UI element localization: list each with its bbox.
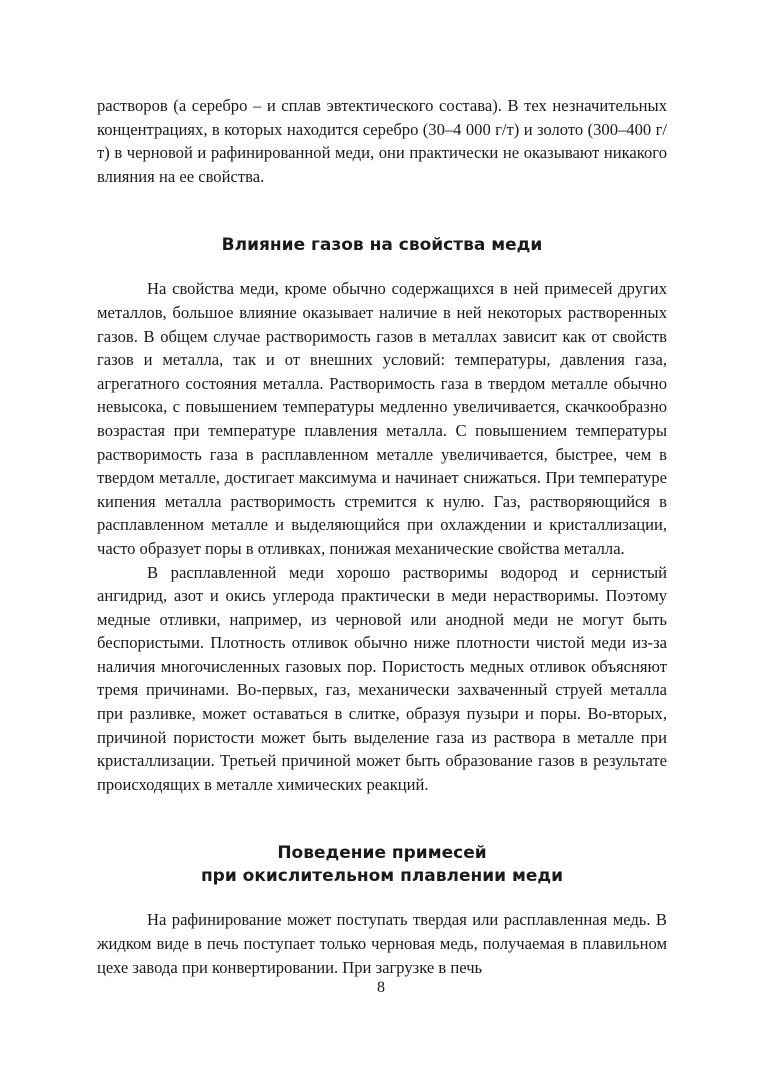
paragraph-gases-2: В расплавленной меди хорошо растворимы водород и сернистый ангидрид, азот и окись углерода практически в меди нерастворимы. Поэтому медные отливки, например, из черновой или анодной меди не могут быть беспористыми. Плотность отливок обычно ниже плотности чистой меди из-за наличия многочисленных газовых пор. Пористость медных отливок объясняют тремя причинами. Во-первых, газ, механически захваченный струей металла при разливке, может оставаться в слитке, образуя пузыри и поры. Во-вторых, причиной пористости может быть выделение газа из раствора в металле при кристаллизации. Третьей причиной может быть образование газов в результате происходящих в металле химических реакций. [97, 562, 667, 794]
paragraph-gases-1: На свойства меди, кроме обычно содержащихся в ней примесей других металлов, большое влияние оказывает наличие в ней некоторых растворенных газов. В общем случае растворимость газов в металлах зависит как от свойств газов и металла, так и от внешних условий: температуры, давления газа, агрегатного состояния металла. Растворимость газа в твердом металле обычно невысока, с повышением температуры медленно увеличивается, скачкообразно возрастая при температуре плавления металла. С повышением температуры растворимость газа в расплавленном металле увеличивается, быстрее, чем в твердом металле, достигает максимума и начинает снижаться. При температуре кипения металла растворимость стремится к нулю. Газ, растворяющийся в расплавленном металле и выделяющийся при охлаждении и кристаллизации, часто образует поры в отливках, понижая механические свойства металла. [97, 279, 667, 558]
page-body [97, 94, 667, 979]
intro-paragraph: растворов (а серебро – и сплав эвтектического состава). В тех незначительных концентрациях, в которых находится серебро (30–4 000 г/т) и золото (300–400 г/т) в черновой и рафинированной меди, они практически не оказывают никакого влияния на ее свойства. [97, 96, 667, 186]
paragraph-impurities-1: На рафинирование может поступать твердая или расплавленная медь. В жидком виде в печь поступает только черновая медь, получаемая в плавильном цехе завода при конвертировании. При загрузке в печь [97, 910, 667, 977]
section-heading-gases: Влияние газов на свойства меди [221, 235, 543, 256]
section-heading-impurities-line2: при окислительном плавлении меди [200, 866, 564, 887]
section-heading-impurities-line1: Поведение примесей [277, 843, 487, 864]
section-heading-impurities [97, 842, 667, 888]
page-number: 8 [377, 979, 385, 996]
